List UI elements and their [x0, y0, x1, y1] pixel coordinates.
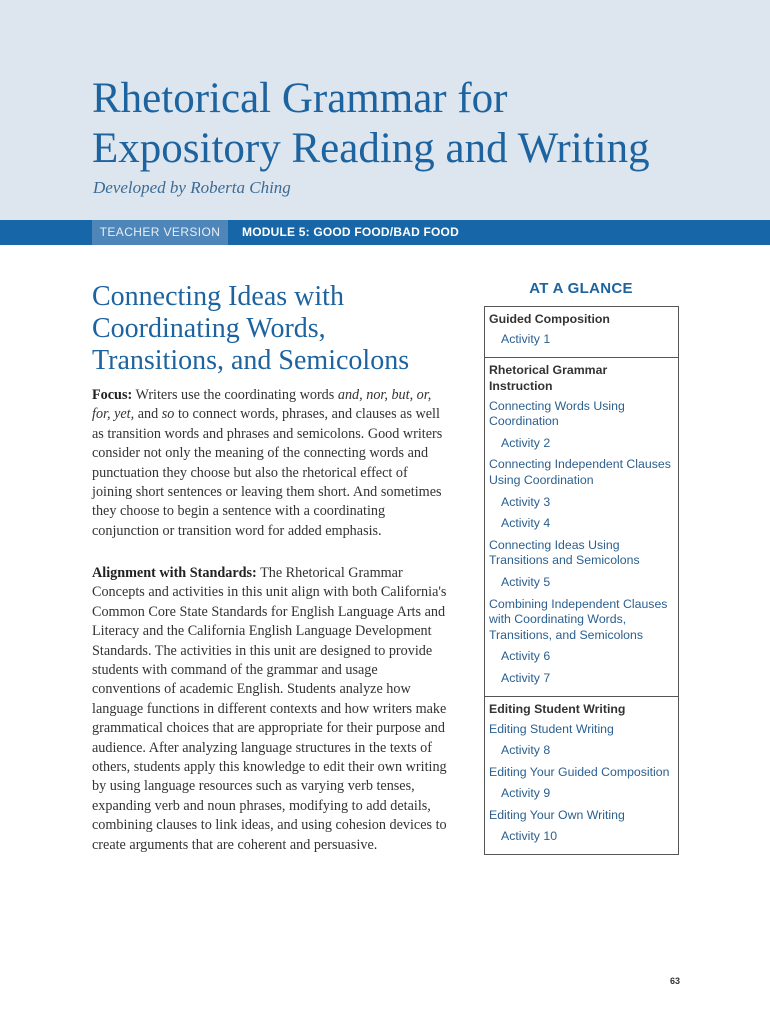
glance-activity-item: Activity 8 — [501, 743, 551, 758]
page-number: 63 — [669, 976, 680, 986]
focus-paragraph — [92, 386, 448, 541]
glance-topic-item: Editing Your Own Writing — [489, 807, 625, 822]
module-bar-stub — [0, 220, 92, 245]
glance-section-title: Rhetorical Grammar Instruction — [489, 362, 608, 393]
glance-section — [485, 357, 678, 696]
glance-topic-item: Editing Your Guided Composition — [489, 764, 670, 779]
focus-text-2: to connect words, phrases, and clauses as well as transition words and phrases and semicolons. Good writers consider not only the meaning of the connecting words and punctuation they choose but also the rhetorical effect of joining short sentences or leaving them short. And sometimes they choose to begin a sentence with a coordinating conjunction or transition word for added emphasis. — [92, 406, 443, 539]
author-credit: Developed by Roberta Ching — [93, 178, 291, 197]
glance-topic-item: Connecting Ideas Using Transitions and Semicolons — [489, 537, 640, 568]
glance-activity-item: Activity 5 — [501, 574, 551, 589]
glance-section — [485, 307, 678, 357]
glance-topic-item: Connecting Independent Clauses Using Coordination — [489, 457, 671, 487]
glance-section — [485, 696, 678, 855]
focus-and: and — [137, 406, 159, 423]
teacher-version-tab: TEACHER VERSION — [92, 220, 228, 245]
section-title-line-1: Connecting Ideas with — [92, 281, 344, 312]
glance-activity-item: Activity 10 — [501, 829, 558, 844]
section-title-line-3: Transitions, and Semicolons — [92, 345, 410, 376]
title-line-2: Expository Reading and Writing — [92, 125, 650, 172]
glance-topic-item: Combining Independent Clauses with Coordinating Words, Transitions, and Semicolons — [489, 596, 668, 642]
section-title-line-2: Coordinating Words, — [92, 313, 326, 344]
glance-activity-item: Activity 6 — [501, 649, 551, 664]
section-title — [92, 281, 442, 377]
module-bar — [0, 220, 770, 245]
page-title — [92, 74, 650, 174]
title-line-1: Rhetorical Grammar for — [92, 75, 508, 122]
glance-section-title: Guided Composition — [489, 312, 610, 326]
at-a-glance-heading: AT A GLANCE — [529, 280, 633, 297]
glance-activity-item: Activity 7 — [501, 670, 551, 685]
alignment-paragraph — [92, 564, 448, 855]
glance-topic-item: Connecting Words Using Coordination — [489, 398, 625, 429]
glance-section-title: Editing Student Writing — [489, 701, 626, 716]
glance-activity-item: Activity 9 — [501, 786, 551, 801]
focus-label: Focus: — [92, 387, 133, 403]
coordinating-words: and, nor, but, or, for, yet, — [92, 387, 432, 423]
glance-activity-item: Activity 2 — [501, 435, 551, 450]
glance-activity-item: Activity 4 — [501, 516, 551, 531]
so-word: so — [161, 406, 175, 423]
module-label: MODULE 5: GOOD FOOD/BAD FOOD — [242, 225, 459, 239]
alignment-text: The Rhetorical Grammar Concepts and activities in this unit align with both California's Common Core State Standards for English Language Arts and Literacy and the California English Language Development Standards. The activities in this unit are designed to provide students with command of the grammar and usage conventions of academic English. Students analyze how language functions in different contexts and how writers make grammatical choices that are appropriate for their purpose and audience. After analyzing language structures in the texts of others, students apply this knowledge to edit their own writing by using language resources such as varying verb tenses, expanding verb and noun phrases, modifying to add details, combining clauses to link ideas, and using cohesion devices to create arguments that are coherent and persuasive. — [92, 565, 447, 853]
at-a-glance-box — [484, 306, 679, 855]
glance-activity-item: Activity 1 — [501, 332, 551, 346]
glance-activity-item: Activity 3 — [501, 494, 551, 509]
glance-topic-item: Editing Student Writing — [489, 721, 614, 736]
focus-text-1: Writers use the coordinating words — [135, 387, 335, 403]
alignment-label: Alignment with Standards: — [92, 565, 257, 581]
